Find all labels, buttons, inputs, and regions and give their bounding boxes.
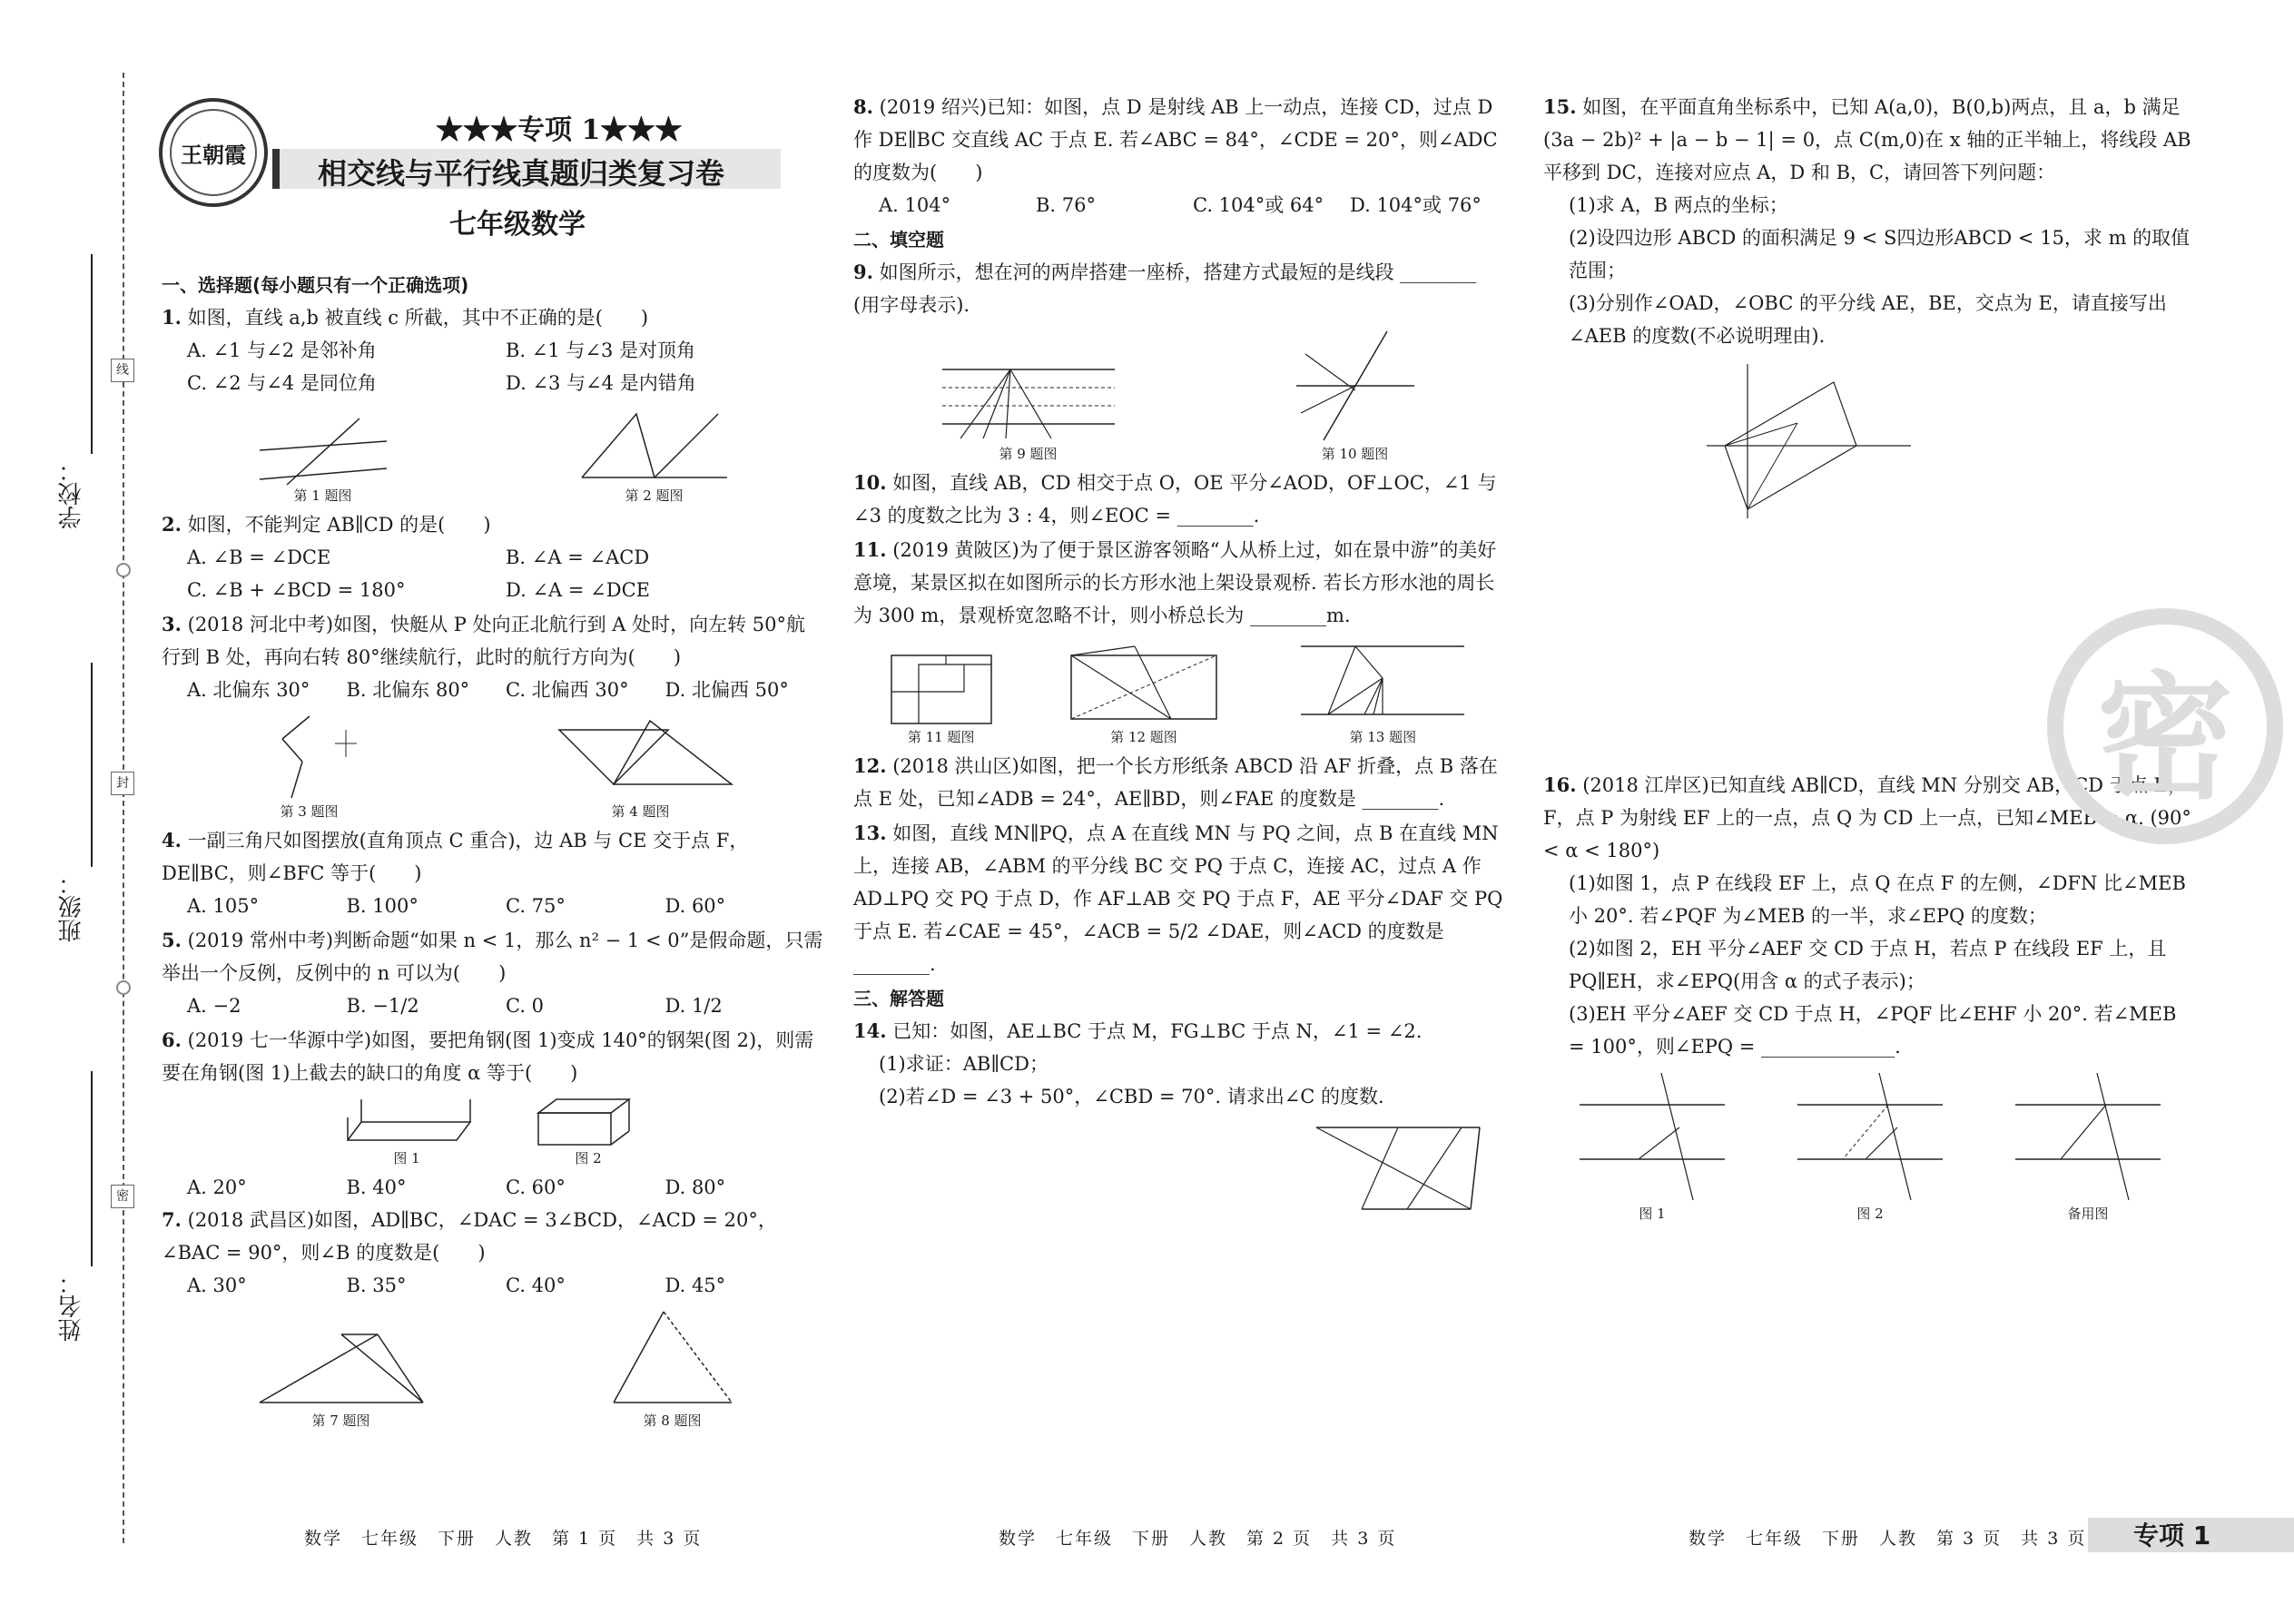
question-text: (2018 洪山区)如图，把一个长方形纸条 ABCD 沿 AF 折叠，点 B 落在点 E 处，已知∠ADB = 24°，AE∥BD，则∠FAE 的度数是 ________. bbox=[853, 755, 1498, 810]
question-text: 一副三角尺如图摆放(直角顶点 C 重合)，边 AB 与 CE 交于点 F，DE∥BC，则∠BFC 等于( ) bbox=[162, 830, 749, 884]
option-a[interactable]: A. ∠B = ∠DCE bbox=[187, 546, 331, 568]
question-number: 4. bbox=[162, 829, 182, 851]
figure-7-diagram bbox=[241, 1325, 441, 1412]
figure-7-caption: 第 7 题图 bbox=[311, 1412, 370, 1429]
question-10 bbox=[853, 467, 1507, 532]
question-number: 3. bbox=[162, 613, 182, 635]
question-15-part-3: (3)分别作∠OAD，∠OBC 的平分线 AE，BE，交点为 E，请直接写出∠AEB 的度数(不必说明理由). bbox=[1569, 292, 2167, 347]
question-14 bbox=[853, 1015, 1507, 1113]
figure-16-3-diagram bbox=[2006, 1068, 2170, 1205]
question-text: 如图，直线 a,b 被直线 c 所截，其中不正确的是( ) bbox=[187, 307, 649, 329]
binding-hole-icon bbox=[116, 563, 131, 577]
figure-9-diagram bbox=[938, 359, 1119, 445]
question-16-part-3: (3)EH 平分∠AEF 交 CD 于点 H，∠PQF 比∠EHF 小 20°. 若∠MEB = 100°，则∠EPQ = ______________. bbox=[1569, 1003, 2177, 1058]
question-2 bbox=[162, 508, 824, 606]
corner-label: 专项 1 bbox=[2133, 1521, 2211, 1550]
column-1 bbox=[162, 269, 824, 1433]
question-number: 15. bbox=[1543, 95, 1577, 118]
question-text: 已知：如图，AE⊥BC 于点 M，FG⊥BC 于点 N，∠1 = ∠2. bbox=[892, 1020, 1423, 1042]
option-b[interactable]: B. ∠A = ∠ACD bbox=[506, 546, 650, 568]
figure-10 bbox=[1287, 327, 1423, 463]
question-number: 2. bbox=[162, 513, 182, 536]
figure-1-diagram bbox=[251, 414, 396, 487]
figures-11-12-13 bbox=[853, 637, 1507, 746]
brand-logo bbox=[159, 98, 268, 207]
figure-10-caption: 第 10 题图 bbox=[1321, 446, 1389, 462]
figure-16-1-caption: 图 1 bbox=[1639, 1206, 1666, 1222]
figure-4 bbox=[541, 712, 741, 821]
binding-hole-icon bbox=[116, 980, 131, 995]
figure-14 bbox=[1307, 1118, 1507, 1228]
option-a[interactable]: A. 105° bbox=[187, 895, 260, 917]
question-text: (2019 常州中考)判断命题“如果 n < 1，那么 n² − 1 < 0”是假命题，只需举出一个反例，反例中的 n 可以为( ) bbox=[162, 930, 823, 984]
figure-1 bbox=[251, 414, 396, 505]
question-text: (2018 江岸区)已知直线 AB∥CD，直线 MN 分别交 AB，CD 于点 E，F，点 P 为射线 EF 上的一点，点 Q 为 CD 上一点，已知∠MEB = α. (90° < α < 180°) bbox=[1543, 774, 2191, 861]
school-label: 学校： bbox=[58, 458, 85, 529]
question-4 bbox=[162, 824, 824, 922]
figure-3-caption: 第 3 题图 bbox=[280, 803, 339, 820]
question-14-part-2: (2)若∠D = ∠3 + 50°，∠CBD = 70°. 请求出∠C 的度数. bbox=[879, 1086, 1384, 1107]
binding-mark-secret: 密 bbox=[111, 1185, 134, 1208]
figure-9-caption: 第 9 题图 bbox=[999, 446, 1058, 462]
binding-mark-seal: 封 bbox=[111, 772, 134, 795]
option-c[interactable]: C. ∠2 与∠4 是同位角 bbox=[187, 372, 377, 394]
figure-12-diagram bbox=[1062, 642, 1226, 728]
page-footer-1: 数学 七年级 下册 人教 第 1 页 共 3 页 bbox=[304, 1529, 703, 1549]
question-1 bbox=[162, 301, 824, 399]
question-number: 6. bbox=[162, 1029, 182, 1051]
name-blank[interactable] bbox=[91, 1071, 93, 1266]
question-11 bbox=[853, 534, 1507, 632]
question-text: (2018 武昌区)如图，AD∥BC，∠DAC = 3∠BCD，∠ACD = 20°，∠BAC = 90°，则∠B 的度数是( ) bbox=[162, 1209, 777, 1264]
figure-11-caption: 第 11 题图 bbox=[907, 729, 975, 745]
question-number: 9. bbox=[853, 261, 873, 283]
figure-3 bbox=[246, 712, 373, 821]
figure-16-2-diagram bbox=[1788, 1068, 1952, 1205]
figure-12 bbox=[1062, 642, 1226, 746]
figures-6 bbox=[162, 1095, 824, 1167]
figure-1-caption: 第 1 题图 bbox=[293, 487, 352, 504]
question-text: 如图所示，想在河的两岸搭建一座桥，搭建方式最短的是线段 ________ (用字母表示). bbox=[853, 261, 1477, 316]
question-16-part-1: (1)如图 1，点 P 在线段 EF 上，点 Q 在点 F 的左侧，∠DFN 比∠MEB 小 20°. 若∠PQF 为∠MEB 的一半，求∠EPQ 的度数； bbox=[1569, 872, 2186, 927]
name-label: 姓名： bbox=[58, 1271, 85, 1342]
figure-15-diagram bbox=[1698, 359, 1915, 523]
figure-13-diagram bbox=[1292, 637, 1473, 728]
option-c[interactable]: C. 104°或 64° bbox=[1193, 194, 1324, 216]
figure-9 bbox=[938, 359, 1119, 463]
class-label: 班级： bbox=[58, 871, 85, 942]
figure-15 bbox=[1698, 359, 2197, 533]
question-9 bbox=[853, 256, 1507, 321]
figures-9-10 bbox=[853, 327, 1507, 463]
question-15-part-2: (2)设四边形 ABCD 的面积满足 9 < S四边形ABCD < 15，求 m 的取值范围； bbox=[1569, 227, 2191, 281]
figure-7 bbox=[241, 1325, 441, 1430]
option-b[interactable]: B. −1/2 bbox=[346, 995, 419, 1017]
option-c[interactable]: C. 40° bbox=[506, 1275, 566, 1296]
figure-3-diagram bbox=[246, 712, 373, 802]
section-fill: 二、填空题 bbox=[853, 229, 944, 251]
option-b[interactable]: B. 40° bbox=[346, 1176, 407, 1198]
option-d[interactable]: D. 104°或 76° bbox=[1350, 194, 1482, 216]
figure-16-2 bbox=[1788, 1068, 1952, 1223]
question-6 bbox=[162, 1024, 824, 1089]
figure-6-1 bbox=[339, 1095, 475, 1167]
figure-2 bbox=[573, 405, 736, 505]
option-b[interactable]: B. 北偏东 80° bbox=[346, 679, 470, 701]
figures-3-4 bbox=[162, 712, 824, 821]
question-number: 13. bbox=[853, 822, 887, 844]
figure-6-2-caption: 图 2 bbox=[575, 1150, 602, 1166]
question-number: 10. bbox=[853, 471, 887, 494]
option-a[interactable]: A. 30° bbox=[187, 1275, 247, 1296]
question-text: (2019 黄陂区)为了便于景区游客领略“人从桥上过，如在景中游”的美好意境，某景区拟在如图所示的长方形水池上架设景观桥. 若长方形水池的周长为 300 m，景观桥宽忽略不计，则小桥总长为 ________m. bbox=[853, 539, 1497, 626]
school-blank[interactable] bbox=[91, 254, 93, 454]
page-footer-3: 数学 七年级 下册 人教 第 3 页 共 3 页 bbox=[1689, 1529, 2087, 1549]
option-a[interactable]: A. 104° bbox=[879, 194, 951, 216]
section-choice: 一、选择题(每小题只有一个正确选项) bbox=[162, 274, 469, 296]
option-a[interactable]: A. 北偏东 30° bbox=[187, 679, 310, 701]
page-title: 相交线与平行线真题归类复习卷 bbox=[318, 156, 725, 191]
question-8 bbox=[853, 91, 1507, 221]
question-text: 如图，不能判定 AB∥CD 的是( ) bbox=[187, 514, 491, 536]
question-number: 14. bbox=[853, 1019, 887, 1042]
secret-stamp: 密 bbox=[2047, 608, 2283, 844]
figure-16-1-diagram bbox=[1570, 1068, 1734, 1205]
page-footer-2: 数学 七年级 下册 人教 第 2 页 共 3 页 bbox=[999, 1529, 1397, 1549]
question-text: (2018 河北中考)如图，快艇从 P 处向正北航行到 A 处时，向左转 50°航行到 B 处，再向右转 80°继续航行，此时的航行方向为( ) bbox=[162, 614, 806, 668]
option-d[interactable]: D. 45° bbox=[665, 1275, 726, 1296]
option-c[interactable]: C. 北偏西 30° bbox=[506, 679, 629, 701]
question-text: 如图，直线 MN∥PQ，点 A 在直线 MN 与 PQ 之间，点 B 在直线 MN 上，连接 AB，∠ABM 的平分线 BC 交 PQ 于点 C，连接 AC，过点 A 作 AD⊥PQ 交 PQ 于点 D，作 AF⊥AB 交 PQ 于点 F，AE 平分∠DAF 交 PQ 于点 E. 若∠CAE = 45°，∠ACB = 5/2 ∠DAE，则∠ACD 的度数是________. bbox=[853, 822, 1503, 975]
option-c[interactable]: C. 75° bbox=[506, 895, 566, 917]
figure-8-diagram bbox=[600, 1307, 745, 1412]
question-5 bbox=[162, 924, 824, 1022]
brand-logo-text: 王朝霞 bbox=[170, 109, 257, 196]
figure-8-caption: 第 8 题图 bbox=[643, 1412, 702, 1429]
option-b[interactable]: B. 100° bbox=[346, 895, 418, 917]
question-number: 7. bbox=[162, 1208, 182, 1231]
option-b[interactable]: B. 76° bbox=[1036, 194, 1097, 216]
page-subtitle: 七年级数学 bbox=[449, 209, 586, 241]
figure-6-2 bbox=[529, 1095, 647, 1167]
question-text: (2019 七一华源中学)如图，要把角钢(图 1)变成 140°的钢架(图 2)，则需要在角钢(图 1)上截去的缺口的角度 α 等于( ) bbox=[162, 1029, 814, 1084]
topic-label: ★★★专项 1★★★ bbox=[436, 114, 683, 146]
figure-13 bbox=[1292, 637, 1473, 746]
figure-2-diagram bbox=[573, 405, 736, 487]
question-text: 如图，直线 AB，CD 相交于点 O，OE 平分∠AOD，OF⊥OC，∠1 与∠3 的度数之比为 3 : 4，则∠EOC = ________. bbox=[853, 472, 1497, 527]
figure-12-caption: 第 12 题图 bbox=[1110, 729, 1177, 745]
question-16-part-2: (2)如图 2，EH 平分∠AEF 交 CD 于点 H，若点 P 在线段 EF 上，且 PQ∥EH，求∠EPQ(用含 α 的式子表示)； bbox=[1569, 938, 2167, 992]
question-number: 5. bbox=[162, 929, 182, 951]
figure-16-3 bbox=[2006, 1068, 2170, 1223]
option-d[interactable]: D. 北偏西 50° bbox=[665, 679, 789, 701]
figure-10-diagram bbox=[1287, 327, 1423, 445]
option-c[interactable]: C. 0 bbox=[506, 995, 545, 1017]
figure-4-diagram bbox=[541, 712, 741, 802]
question-number: 11. bbox=[853, 538, 887, 561]
question-15-part-1: (1)求 A，B 两点的坐标； bbox=[1569, 194, 1788, 216]
figures-16 bbox=[1543, 1068, 2197, 1223]
figure-11-diagram bbox=[887, 651, 996, 728]
question-number: 16. bbox=[1543, 773, 1577, 796]
question-3 bbox=[162, 608, 824, 706]
option-c[interactable]: C. ∠B + ∠BCD = 180° bbox=[187, 579, 406, 601]
figure-6-1-caption: 图 1 bbox=[393, 1150, 420, 1166]
class-blank[interactable] bbox=[91, 663, 93, 867]
figures-1-2 bbox=[162, 405, 824, 505]
column-2 bbox=[853, 91, 1507, 1228]
question-text: 如图，在平面直角坐标系中，已知 A(a,0)，B(0,b)两点，且 a，b 满足 (3a − 2b)² + |a − b − 1| = 0，点 C(m,0)在 x 轴的正半轴上，将线段 AB 平移到 DC，连接对应点 A，D 和 B，C，请回答下列问题： bbox=[1543, 96, 2191, 183]
figure-11 bbox=[887, 651, 996, 746]
option-d[interactable]: D. 60° bbox=[665, 895, 726, 917]
question-12 bbox=[853, 750, 1507, 815]
question-text: (2019 绍兴)已知：如图，点 D 是射线 AB 上一动点，连接 CD，过点 D 作 DE∥BC 交直线 AC 于点 E. 若∠ABC = 84°，∠CDE = 20°，则∠ADC 的度数为( ) bbox=[853, 96, 1498, 183]
option-b[interactable]: B. ∠1 与∠3 是对顶角 bbox=[506, 340, 696, 361]
figure-4-caption: 第 4 题图 bbox=[611, 803, 670, 820]
section-answer: 三、解答题 bbox=[853, 988, 944, 1009]
option-a[interactable]: A. 20° bbox=[187, 1176, 247, 1198]
question-6-options bbox=[162, 1171, 824, 1204]
question-number: 1. bbox=[162, 306, 182, 329]
question-14-part-1: (1)求证：AB∥CD； bbox=[879, 1053, 1049, 1075]
figure-2-caption: 第 2 题图 bbox=[625, 487, 684, 504]
figure-16-3-caption: 备用图 bbox=[2067, 1206, 2109, 1222]
figure-6-2-diagram bbox=[529, 1095, 647, 1149]
figure-6-1-diagram bbox=[339, 1095, 475, 1149]
question-number: 12. bbox=[853, 754, 887, 777]
option-d[interactable]: D. 80° bbox=[665, 1176, 726, 1198]
binding-mark-line: 线 bbox=[111, 359, 134, 382]
option-a[interactable]: A. ∠1 与∠2 是邻补角 bbox=[187, 340, 377, 361]
figure-14-diagram bbox=[1307, 1118, 1489, 1218]
question-13 bbox=[853, 817, 1507, 980]
binding-dashed-line bbox=[123, 73, 124, 1543]
option-a[interactable]: A. −2 bbox=[187, 995, 241, 1017]
figure-13-caption: 第 13 题图 bbox=[1349, 729, 1417, 745]
figures-7-8 bbox=[162, 1307, 824, 1430]
figure-8 bbox=[600, 1307, 745, 1430]
option-b[interactable]: B. 35° bbox=[346, 1275, 407, 1296]
option-d[interactable]: D. ∠3 与∠4 是内错角 bbox=[506, 372, 696, 394]
figure-16-2-caption: 图 2 bbox=[1856, 1206, 1884, 1222]
option-c[interactable]: C. 60° bbox=[506, 1176, 566, 1198]
option-d[interactable]: D. ∠A = ∠DCE bbox=[506, 579, 650, 601]
figure-16-1 bbox=[1570, 1068, 1734, 1223]
option-d[interactable]: D. 1/2 bbox=[665, 995, 723, 1017]
question-15 bbox=[1543, 91, 2197, 352]
question-number: 8. bbox=[853, 95, 873, 118]
question-7 bbox=[162, 1204, 824, 1302]
